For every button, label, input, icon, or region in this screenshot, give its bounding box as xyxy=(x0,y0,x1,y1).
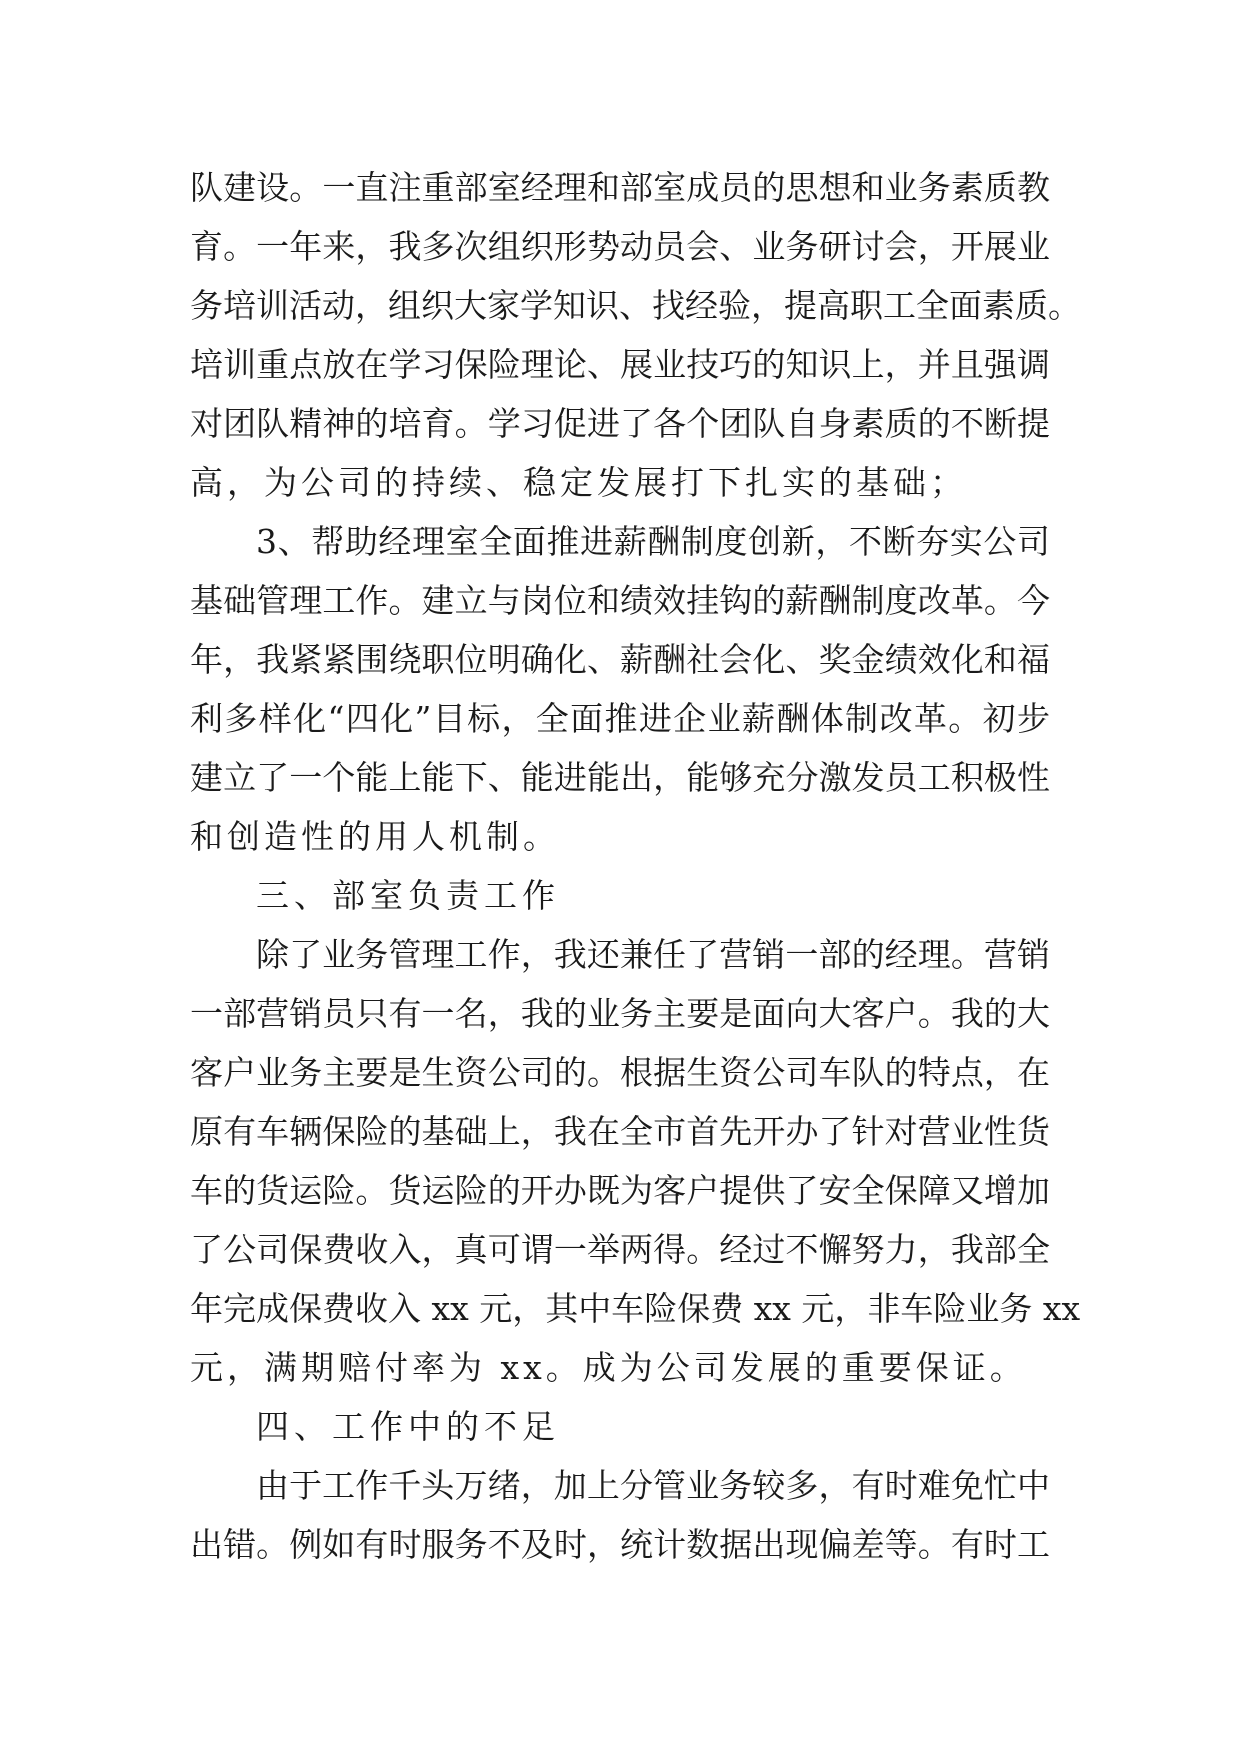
text-line: 务培训活动，组织大家学知识、找经验，提高职工全面素质。 xyxy=(190,286,1081,325)
text-line: 出错。例如有时服务不及时，统计数据出现偏差等。有时工 xyxy=(190,1525,1050,1564)
text-line: 对团队精神的培育。学习促进了各个团队自身素质的不断提 xyxy=(190,404,1050,443)
text-line: 育。一年来，我多次组织形势动员会、业务研讨会，开展业 xyxy=(190,227,1050,266)
text-line: 元，满期赔付率为 xx。成为公司发展的重要保证。 xyxy=(190,1348,1027,1387)
text-line: 年，我紧紧围绕职位明确化、薪酬社会化、奖金绩效化和福 xyxy=(190,640,1050,679)
body-text xyxy=(190,158,1081,1574)
text-line: 3、帮助经理室全面推进薪酬制度创新，不断夯实公司 xyxy=(256,522,1050,561)
text-line: 由于工作千头万绪，加上分管业务较多，有时难免忙中 xyxy=(256,1466,1050,1505)
text-line: 原有车辆保险的基础上，我在全市首先开办了针对营业性货 xyxy=(190,1112,1050,1151)
text-line: 建立了一个能上能下、能进能出，能够充分激发员工积极性 xyxy=(190,758,1050,797)
text-line: 了公司保费收入，真可谓一举两得。经过不懈努力，我部全 xyxy=(190,1230,1050,1269)
text-line: 除了业务管理工作，我还兼任了营销一部的经理。营销 xyxy=(256,935,1050,974)
text-line: 队建设。一直注重部室经理和部室成员的思想和业务素质教 xyxy=(190,168,1050,207)
section-heading: 三、部室负责工作 xyxy=(256,876,560,915)
text-line: 培训重点放在学习保险理论、展业技巧的知识上，并且强调 xyxy=(190,345,1050,384)
text-line: 年完成保费收入 xx 元，其中车险保费 xx 元，非车险业务 xx xyxy=(190,1289,1081,1328)
text-line: 基础管理工作。建立与岗位和绩效挂钩的薪酬制度改革。今 xyxy=(190,581,1050,620)
text-line: 一部营销员只有一名，我的业务主要是面向大客户。我的大 xyxy=(190,994,1050,1033)
text-line: 车的货运险。货运险的开办既为客户提供了安全保障又增加 xyxy=(190,1171,1050,1210)
text-line: 高，为公司的持续、稳定发展打下扎实的基础； xyxy=(190,463,967,502)
text-line: 和创造性的用人机制。 xyxy=(190,817,560,856)
text-line: 客户业务主要是生资公司的。根据生资公司车队的特点，在 xyxy=(190,1053,1050,1092)
text-line: 利多样化“四化”目标，全面推进企业薪酬体制改革。初步 xyxy=(190,699,1050,738)
section-heading: 四、工作中的不足 xyxy=(256,1407,560,1446)
